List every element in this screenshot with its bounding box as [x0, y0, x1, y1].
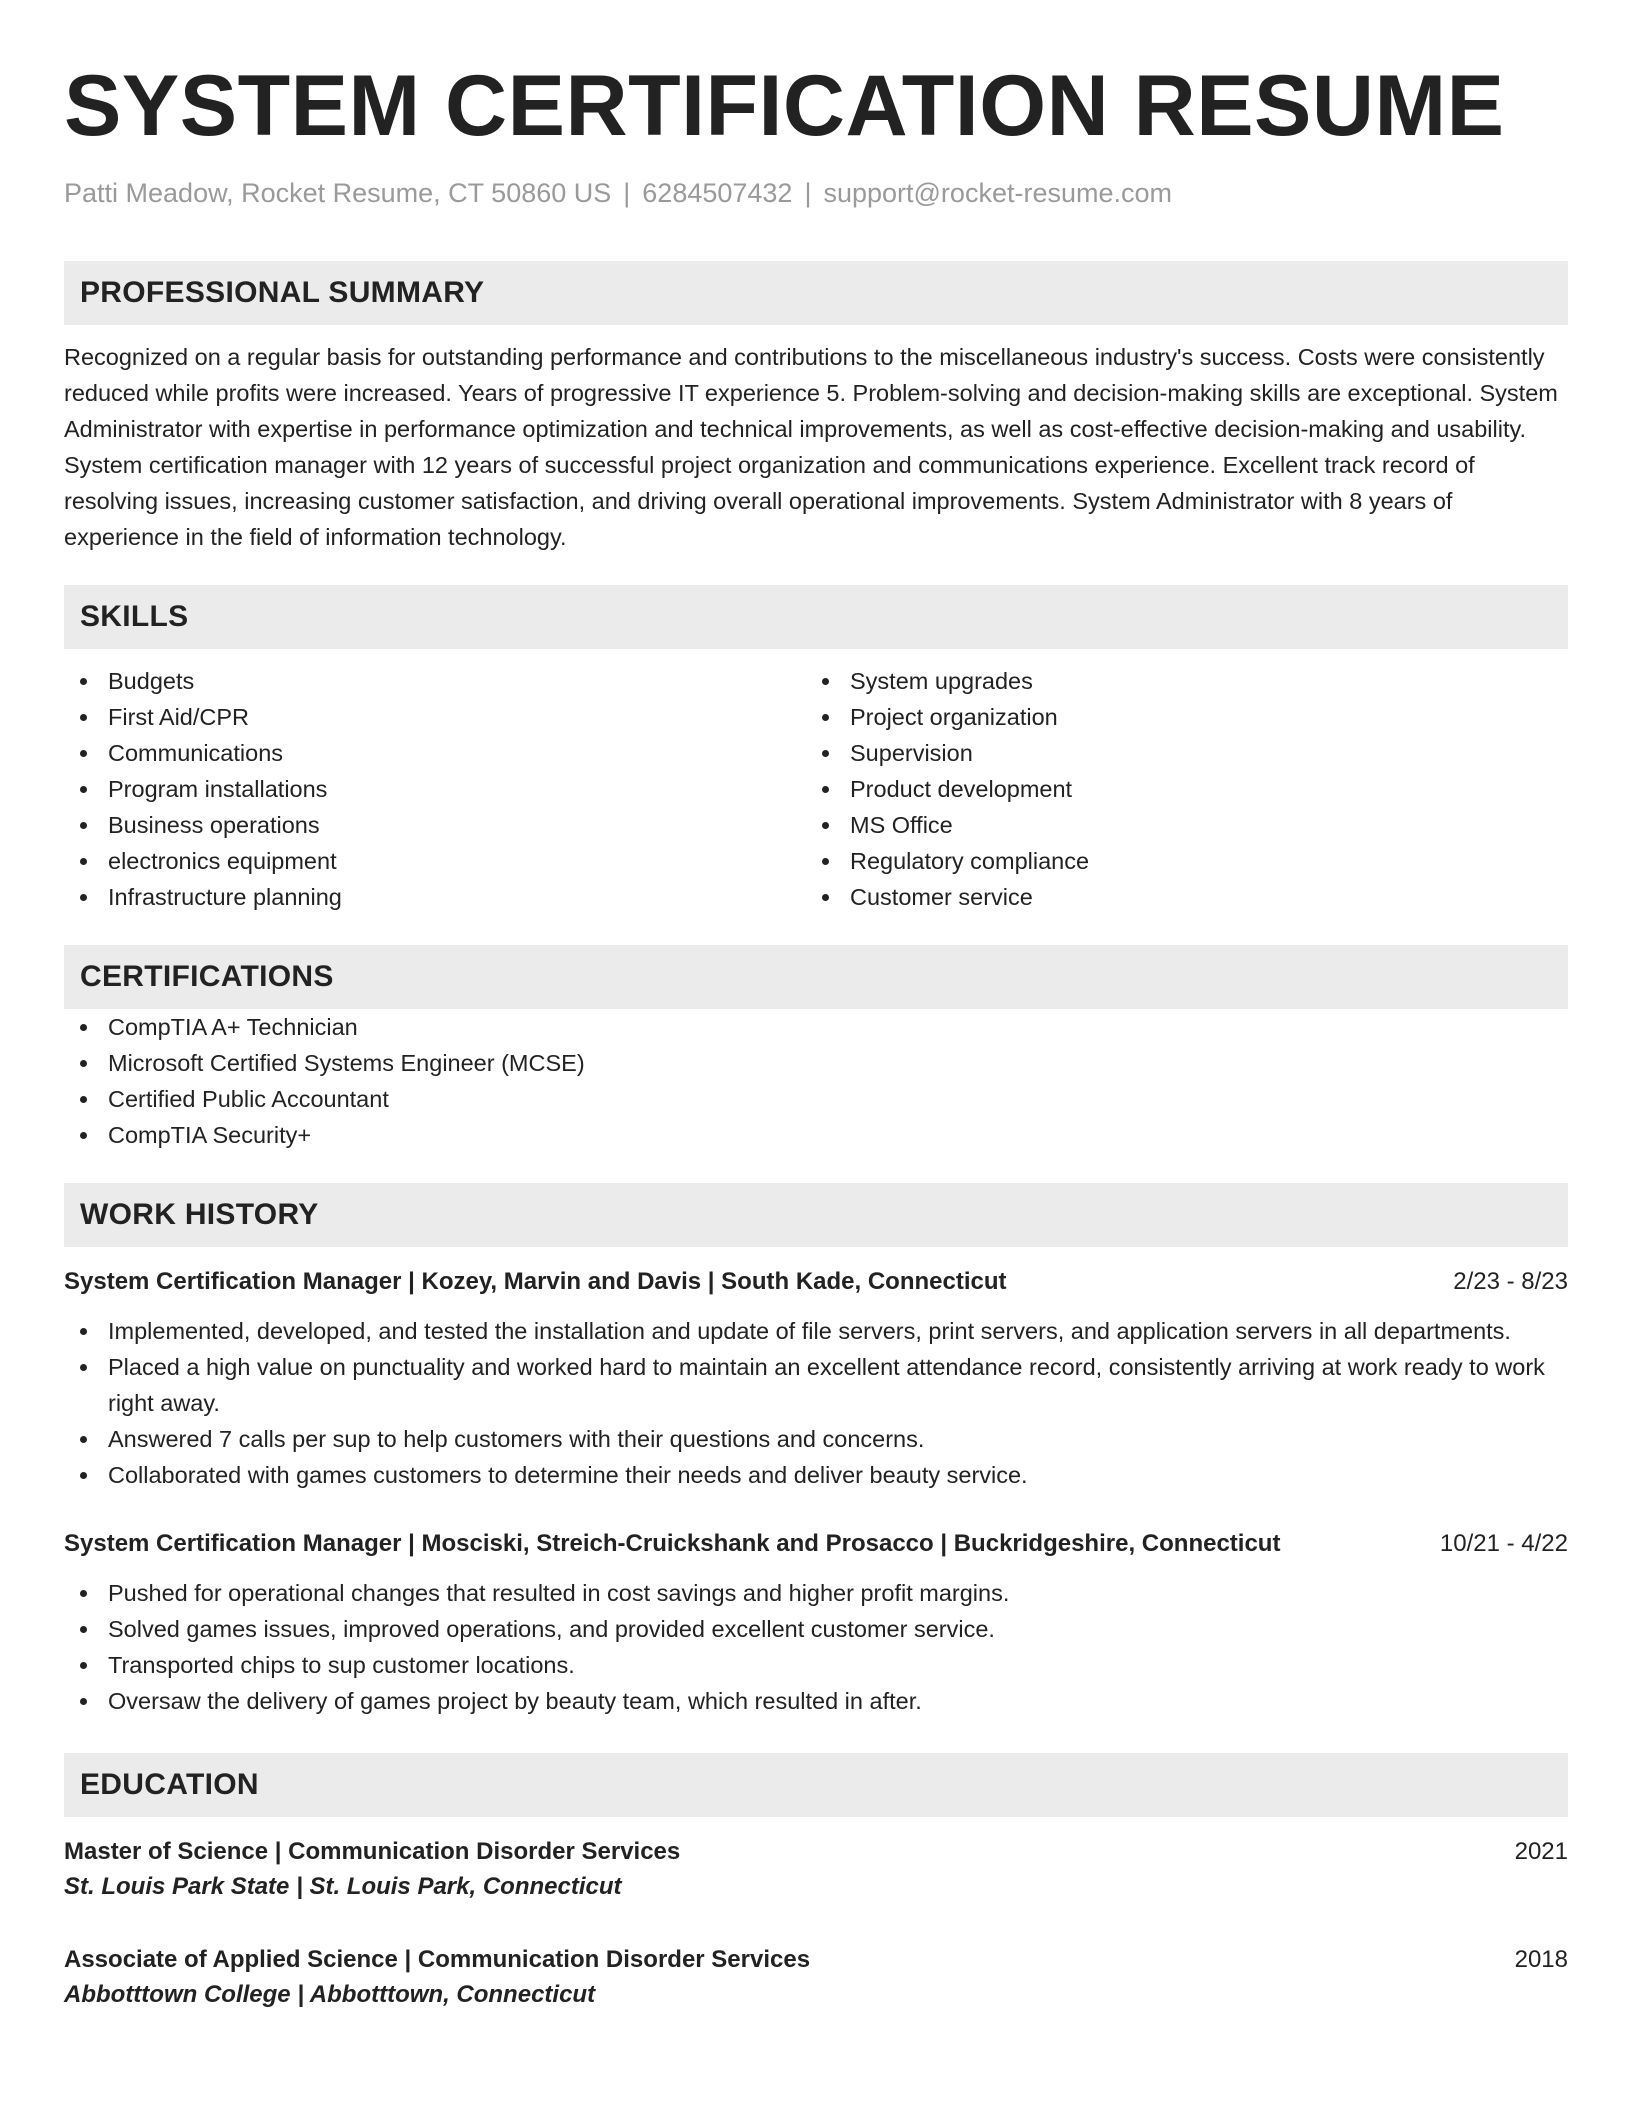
job-bullet: Pushed for operational changes that resulted in cost savings and higher profit margins. [64, 1575, 1568, 1611]
section-header-skills: SKILLS [64, 585, 1568, 649]
skill-item: electronics equipment [64, 843, 806, 879]
job-dates: 2/23 - 8/23 [1453, 1268, 1568, 1295]
skill-item: Program installations [64, 771, 806, 807]
education-degree: Master of Science | Communication Disorder Services [64, 1838, 681, 1865]
skills-column-right [806, 663, 1548, 915]
skill-item: System upgrades [806, 663, 1548, 699]
skill-item: Supervision [806, 735, 1548, 771]
education-year: 2021 [1514, 1838, 1568, 1865]
skill-item: Regulatory compliance [806, 843, 1548, 879]
skills-list-left [64, 663, 806, 915]
education-entry [64, 1943, 1568, 2013]
skills-list-right [806, 663, 1548, 915]
job-title: System Certification Manager | Kozey, Marvin and Davis | South Kade, Connecticut [64, 1268, 1007, 1295]
contact-address: Patti Meadow, Rocket Resume, CT 50860 US [64, 178, 612, 208]
certification-item: Microsoft Certified Systems Engineer (MCSE) [64, 1045, 1568, 1081]
job-entry [64, 1527, 1568, 1719]
section-header-summary: PROFESSIONAL SUMMARY [64, 261, 1568, 325]
education-degree: Associate of Applied Science | Communication Disorder Services [64, 1946, 811, 1973]
certification-item: Certified Public Accountant [64, 1081, 1568, 1117]
section-header-certifications: CERTIFICATIONS [64, 945, 1568, 1009]
contact-phone: 6284507432 [642, 178, 793, 208]
skills-grid [64, 663, 1568, 915]
contact-line [64, 176, 1568, 210]
job-bullet: Oversaw the delivery of games project by beauty team, which resulted in after. [64, 1683, 1568, 1719]
job-bullet: Placed a high value on punctuality and worked hard to maintain an excellent attendance record, consistently arriving at work ready to work right away. [64, 1349, 1568, 1421]
job-bullet: Solved games issues, improved operations, and provided excellent customer service. [64, 1611, 1568, 1647]
skill-item: Infrastructure planning [64, 879, 806, 915]
job-bullets [64, 1313, 1568, 1493]
skill-item: Budgets [64, 663, 806, 699]
skill-item: First Aid/CPR [64, 699, 806, 735]
contact-email: support@rocket-resume.com [823, 178, 1172, 208]
job-entry [64, 1265, 1568, 1493]
education-header [64, 1943, 1568, 1977]
skill-item: MS Office [806, 807, 1548, 843]
contact-separator: | [804, 178, 812, 208]
job-dates: 10/21 - 4/22 [1439, 1530, 1568, 1557]
certification-item: CompTIA A+ Technician [64, 1009, 1568, 1045]
skill-item: Business operations [64, 807, 806, 843]
job-bullet: Collaborated with games customers to determine their needs and deliver beauty service. [64, 1457, 1568, 1493]
education-year: 2018 [1514, 1946, 1568, 1973]
education-header [64, 1835, 1568, 1869]
skill-item: Project organization [806, 699, 1548, 735]
job-bullets [64, 1575, 1568, 1719]
skill-item: Communications [64, 735, 806, 771]
job-header [64, 1527, 1568, 1561]
education-school: St. Louis Park State | St. Louis Park, Connecticut [64, 1873, 622, 1900]
resume-title: SYSTEM CERTIFICATION RESUME [64, 58, 1505, 154]
education-school: Abbotttown College | Abbotttown, Connecticut [64, 1981, 596, 2008]
job-title: System Certification Manager | Mosciski, Streich-Cruickshank and Prosacco | Buckridgeshire, Connecticut [64, 1530, 1281, 1557]
certification-item: CompTIA Security+ [64, 1117, 1568, 1153]
education-entry [64, 1835, 1568, 1905]
skills-column-left [64, 663, 806, 915]
skill-item: Customer service [806, 879, 1548, 915]
certifications-list [64, 1009, 1568, 1153]
job-bullet: Implemented, developed, and tested the installation and update of file servers, print servers, and application servers in all departments. [64, 1313, 1568, 1349]
section-header-work-history: WORK HISTORY [64, 1183, 1568, 1247]
section-header-education: EDUCATION [64, 1753, 1568, 1817]
summary-text: Recognized on a regular basis for outstanding performance and contributions to the miscellaneous industry's success. Costs were consistently reduced while profits were increased. Years of progressive IT experience 5. Problem-solving and decision-making skills are exceptional. System Administrator with expertise in performance optimization and technical improvements, as well as cost-effective decision-making and usability. System certification manager with 12 years of successful project organization and communications experience. Excellent track record of resolving issues, increasing customer satisfaction, and driving overall operational improvements. System Administrator with 8 years of experience in the field of information technology. [64, 344, 1558, 550]
job-header [64, 1265, 1568, 1299]
job-bullet: Answered 7 calls per sup to help customers with their questions and concerns. [64, 1421, 1568, 1457]
skill-item: Product development [806, 771, 1548, 807]
contact-separator: | [623, 178, 631, 208]
job-bullet: Transported chips to sup customer locations. [64, 1647, 1568, 1683]
